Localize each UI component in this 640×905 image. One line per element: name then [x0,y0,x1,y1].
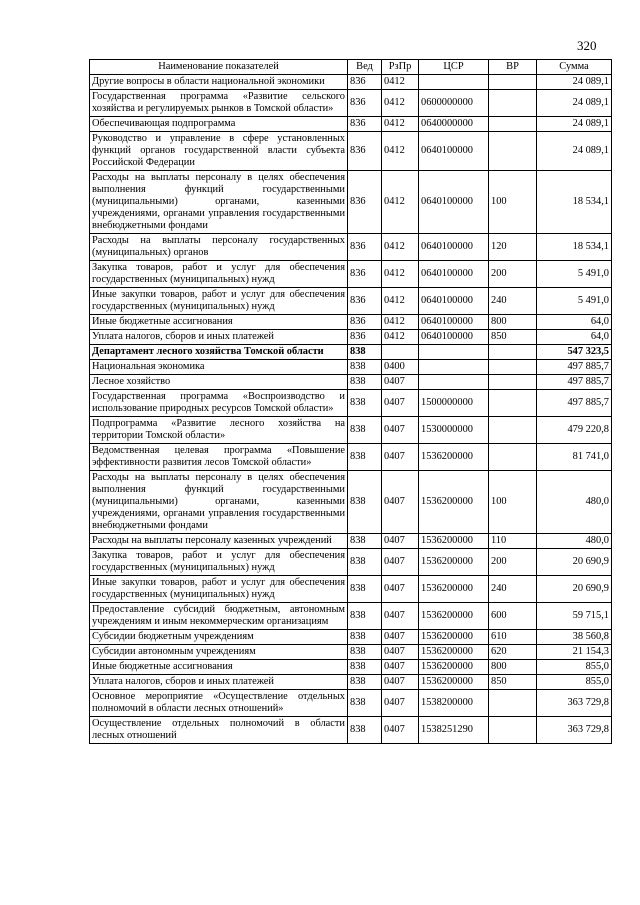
cell-ved: 838 [348,549,382,576]
cell-ved: 836 [348,75,382,90]
cell-ved: 838 [348,390,382,417]
table-row [90,675,612,690]
cell-sum: 20 690,9 [537,549,612,576]
cell-sum: 497 885,7 [537,390,612,417]
cell-name: Основное мероприятие «Осуществление отдельных полномочий в области лесных отношений» [90,690,348,717]
cell-name: Ведомственная целевая программа «Повышение эффективности развития лесов Томской области» [90,444,348,471]
cell-rzpr: 0412 [382,330,419,345]
cell-vr: 200 [489,549,537,576]
cell-name: Субсидии автономным учреждениям [90,645,348,660]
cell-rzpr: 0412 [382,171,419,234]
cell-csr: 1500000000 [419,390,489,417]
cell-rzpr: 0407 [382,660,419,675]
cell-sum: 81 741,0 [537,444,612,471]
table-header-row [90,60,612,75]
table-row [90,345,612,360]
table-row [90,132,612,171]
cell-vr: 850 [489,330,537,345]
table-row [90,660,612,675]
cell-vr: 240 [489,288,537,315]
cell-vr [489,690,537,717]
cell-sum: 24 089,1 [537,117,612,132]
cell-vr [489,132,537,171]
table-row [90,390,612,417]
cell-ved: 836 [348,288,382,315]
cell-csr [419,360,489,375]
cell-csr: 0640100000 [419,261,489,288]
cell-sum: 18 534,1 [537,234,612,261]
cell-ved: 838 [348,444,382,471]
cell-name: Департамент лесного хозяйства Томской области [90,345,348,360]
cell-csr [419,75,489,90]
cell-rzpr: 0407 [382,717,419,744]
table-row [90,75,612,90]
cell-name: Субсидии бюджетным учреждениям [90,630,348,645]
page-number: 320 [577,38,597,53]
cell-ved: 838 [348,630,382,645]
cell-csr: 0640100000 [419,315,489,330]
cell-rzpr: 0407 [382,417,419,444]
cell-rzpr: 0407 [382,603,419,630]
cell-sum: 5 491,0 [537,288,612,315]
cell-vr [489,75,537,90]
cell-vr [489,360,537,375]
cell-vr [489,444,537,471]
cell-vr: 610 [489,630,537,645]
cell-csr: 1536200000 [419,534,489,549]
table-row [90,171,612,234]
table-row [90,534,612,549]
cell-name: Иные закупки товаров, работ и услуг для обеспечения государственных (муниципальных) нужд [90,288,348,315]
table-row [90,444,612,471]
cell-name: Расходы на выплаты персоналу казенных учреждений [90,534,348,549]
table-row [90,360,612,375]
cell-csr: 1536200000 [419,444,489,471]
cell-csr: 1536200000 [419,576,489,603]
cell-rzpr: 0407 [382,690,419,717]
table-row [90,375,612,390]
cell-rzpr: 0407 [382,444,419,471]
cell-rzpr: 0407 [382,375,419,390]
cell-vr [489,717,537,744]
cell-csr: 1536200000 [419,645,489,660]
cell-vr [489,417,537,444]
cell-rzpr: 0412 [382,90,419,117]
cell-sum: 20 690,9 [537,576,612,603]
cell-ved: 838 [348,534,382,549]
cell-csr: 1536200000 [419,471,489,534]
cell-sum: 479 220,8 [537,417,612,444]
cell-ved: 836 [348,171,382,234]
cell-rzpr [382,345,419,360]
cell-ved: 838 [348,417,382,444]
header-csr: ЦСР [419,60,489,75]
cell-vr: 620 [489,645,537,660]
cell-ved: 838 [348,471,382,534]
cell-csr: 1536200000 [419,660,489,675]
cell-rzpr: 0412 [382,75,419,90]
cell-rzpr: 0407 [382,645,419,660]
cell-rzpr: 0407 [382,675,419,690]
cell-rzpr: 0412 [382,132,419,171]
cell-rzpr: 0412 [382,234,419,261]
cell-vr: 600 [489,603,537,630]
cell-csr: 0640100000 [419,330,489,345]
cell-sum: 855,0 [537,675,612,690]
cell-ved: 838 [348,603,382,630]
cell-ved: 838 [348,645,382,660]
cell-csr: 1538251290 [419,717,489,744]
cell-name: Государственная программа «Развитие сельского хозяйства и регулируемых рынков в Томской области» [90,90,348,117]
table-row [90,690,612,717]
budget-table [89,59,612,744]
cell-ved: 836 [348,90,382,117]
cell-csr: 1530000000 [419,417,489,444]
cell-vr [489,345,537,360]
cell-rzpr: 0407 [382,549,419,576]
cell-sum: 855,0 [537,660,612,675]
cell-ved: 838 [348,576,382,603]
cell-csr: 1536200000 [419,675,489,690]
cell-sum: 480,0 [537,471,612,534]
cell-vr [489,375,537,390]
cell-csr: 1538200000 [419,690,489,717]
header-rzpr: РзПр [382,60,419,75]
cell-vr [489,390,537,417]
cell-vr: 240 [489,576,537,603]
table-row [90,471,612,534]
header-ved: Вед [348,60,382,75]
cell-sum: 363 729,8 [537,717,612,744]
cell-name: Государственная программа «Воспроизводство и использование природных ресурсов Томской области» [90,390,348,417]
cell-name: Расходы на выплаты персоналу государственных (муниципальных) органов [90,234,348,261]
table-row [90,117,612,132]
cell-name: Расходы на выплаты персоналу в целях обеспечения выполнения функций государственными (муниципальными) органами, казенными учреждениями, органами управления государственными внебюджетными фондами [90,471,348,534]
cell-sum: 59 715,1 [537,603,612,630]
table-row [90,90,612,117]
table-row [90,576,612,603]
cell-sum: 38 560,8 [537,630,612,645]
cell-name: Руководство и управление в сфере установленных функций органов государственной власти субъекта Российской Федерации [90,132,348,171]
cell-name: Иные бюджетные ассигнования [90,660,348,675]
cell-rzpr: 0407 [382,471,419,534]
table-row [90,315,612,330]
cell-rzpr: 0412 [382,288,419,315]
cell-name: Уплата налогов, сборов и иных платежей [90,675,348,690]
cell-ved: 838 [348,360,382,375]
table-row [90,417,612,444]
cell-rzpr: 0407 [382,630,419,645]
cell-name: Осуществление отдельных полномочий в области лесных отношений [90,717,348,744]
cell-sum: 497 885,7 [537,375,612,390]
cell-rzpr: 0407 [382,576,419,603]
cell-name: Иные бюджетные ассигнования [90,315,348,330]
cell-csr: 0640100000 [419,132,489,171]
cell-csr [419,375,489,390]
cell-ved: 836 [348,117,382,132]
cell-vr [489,117,537,132]
cell-vr: 120 [489,234,537,261]
table-row [90,330,612,345]
cell-ved: 838 [348,345,382,360]
cell-rzpr: 0412 [382,261,419,288]
cell-rzpr: 0412 [382,315,419,330]
cell-sum: 24 089,1 [537,75,612,90]
cell-name: Национальная экономика [90,360,348,375]
cell-rzpr: 0412 [382,117,419,132]
cell-vr: 800 [489,660,537,675]
cell-name: Закупка товаров, работ и услуг для обеспечения государственных (муниципальных) нужд [90,261,348,288]
cell-csr: 1536200000 [419,603,489,630]
cell-name: Лесное хозяйство [90,375,348,390]
cell-ved: 838 [348,375,382,390]
cell-vr: 110 [489,534,537,549]
cell-vr [489,90,537,117]
cell-name: Подпрограмма «Развитие лесного хозяйства на территории Томской области» [90,417,348,444]
table-row [90,549,612,576]
cell-name: Расходы на выплаты персоналу в целях обеспечения выполнения функций государственными (муниципальными) органами, казенными учреждениями, органами управления государственными внебюджетными фондами [90,171,348,234]
table-row [90,717,612,744]
cell-sum: 24 089,1 [537,90,612,117]
cell-vr: 100 [489,171,537,234]
cell-vr: 100 [489,471,537,534]
cell-vr: 200 [489,261,537,288]
cell-sum: 497 885,7 [537,360,612,375]
table-row [90,645,612,660]
cell-rzpr: 0400 [382,360,419,375]
cell-sum: 64,0 [537,315,612,330]
cell-rzpr: 0407 [382,390,419,417]
cell-ved: 836 [348,315,382,330]
cell-ved: 838 [348,717,382,744]
cell-sum: 547 323,5 [537,345,612,360]
cell-name: Предоставление субсидий бюджетным, автономным учреждениям и иным некоммерческим организациям [90,603,348,630]
cell-ved: 836 [348,261,382,288]
cell-sum: 18 534,1 [537,171,612,234]
cell-sum: 5 491,0 [537,261,612,288]
header-vr: ВР [489,60,537,75]
table-row [90,603,612,630]
cell-ved: 838 [348,690,382,717]
cell-name: Закупка товаров, работ и услуг для обеспечения государственных (муниципальных) нужд [90,549,348,576]
cell-ved: 836 [348,330,382,345]
header-name: Наименование показателей [90,60,348,75]
cell-name: Обеспечивающая подпрограмма [90,117,348,132]
cell-csr [419,345,489,360]
cell-name: Другие вопросы в области национальной экономики [90,75,348,90]
cell-csr: 1536200000 [419,630,489,645]
cell-rzpr: 0407 [382,534,419,549]
cell-sum: 480,0 [537,534,612,549]
cell-sum: 363 729,8 [537,690,612,717]
cell-csr: 0640100000 [419,234,489,261]
cell-name: Уплата налогов, сборов и иных платежей [90,330,348,345]
cell-ved: 838 [348,660,382,675]
cell-ved: 836 [348,132,382,171]
cell-ved: 836 [348,234,382,261]
table-row [90,261,612,288]
header-sum: Сумма [537,60,612,75]
table-row [90,234,612,261]
cell-csr: 1536200000 [419,549,489,576]
table-row [90,630,612,645]
cell-vr: 850 [489,675,537,690]
cell-csr: 0640100000 [419,288,489,315]
cell-csr: 0640100000 [419,171,489,234]
cell-sum: 64,0 [537,330,612,345]
cell-sum: 24 089,1 [537,132,612,171]
cell-sum: 21 154,3 [537,645,612,660]
cell-csr: 0600000000 [419,90,489,117]
table-row [90,288,612,315]
cell-name: Иные закупки товаров, работ и услуг для обеспечения государственных (муниципальных) нужд [90,576,348,603]
cell-csr: 0640000000 [419,117,489,132]
cell-ved: 838 [348,675,382,690]
cell-vr: 800 [489,315,537,330]
